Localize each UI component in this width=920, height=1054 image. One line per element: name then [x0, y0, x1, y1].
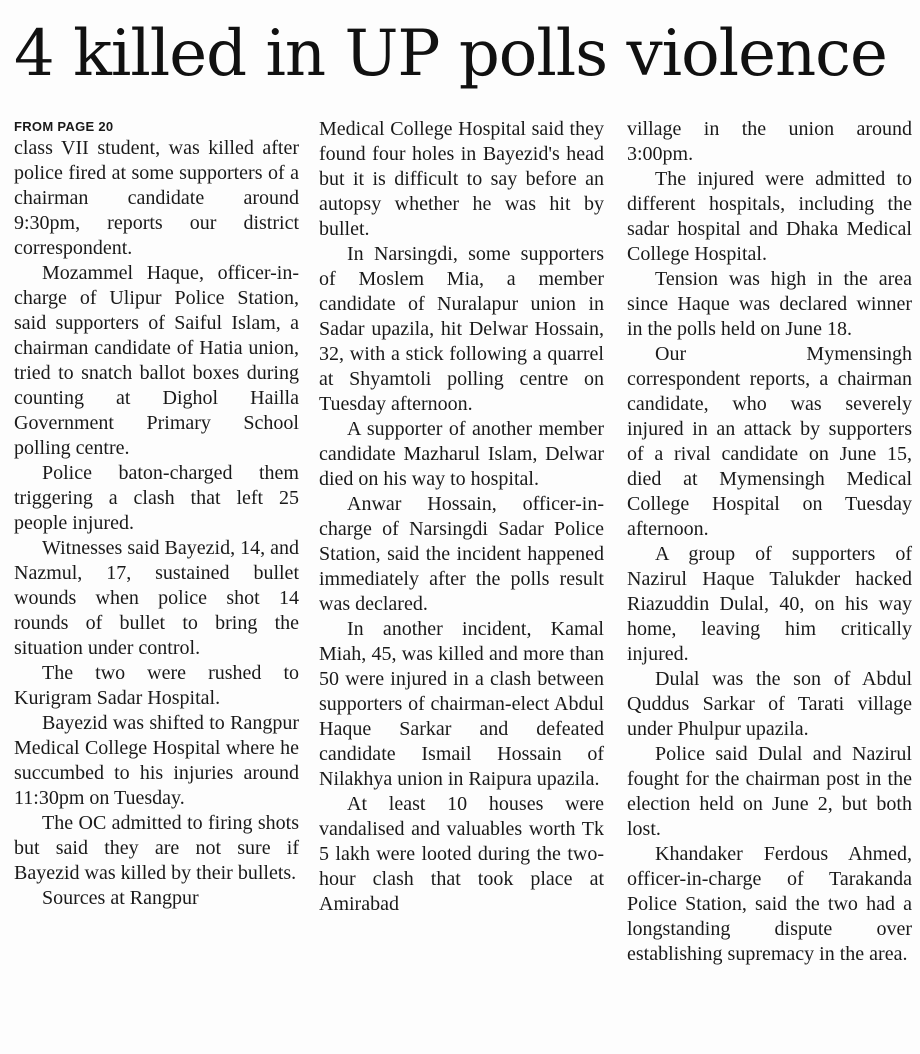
- paragraph: Medical College Hospital said they found four holes in Bayezid's head but it is difficult to say before an autopsy whether he was hit by bullet.: [319, 118, 604, 240]
- paragraph: Witnesses said Bayezid, 14, and Nazmul, 17, sustained bullet wounds when police shot 14 rounds of bullet to bring the situation under control.: [14, 537, 299, 659]
- paragraph: The injured were admitted to different hospitals, including the sadar hospital and Dhaka Medical College Hospital.: [627, 168, 912, 265]
- paragraph: In another incident, Kamal Miah, 45, was killed and more than 50 were injured in a clash between supporters of chairman-elect Abdul Haque Sarkar and defeated candidate Ismail Hossain of Nilakhya union in Raipura upazila.: [319, 618, 604, 790]
- article-column-2: [319, 117, 604, 917]
- paragraph: Police baton-charged them triggering a clash that left 25 people injured.: [14, 462, 299, 534]
- paragraph: class VII student, was killed after police fired at some supporters of a chairman candidate around 9:30pm, reports our district correspondent.: [14, 137, 299, 259]
- article-column-3: [627, 117, 912, 967]
- paragraph: Anwar Hossain, officer-in-charge of Narsingdi Sadar Police Station, said the incident happened immediately after the polls result was declared.: [319, 493, 604, 615]
- paragraph: Dulal was the son of Abdul Quddus Sarkar of Tarati village under Phulpur upazila.: [627, 668, 912, 740]
- paragraph: Khandaker Ferdous Ahmed, officer-in-charge of Tarakanda Police Station, said the two had a longstanding dispute over establishing supremacy in the area.: [627, 843, 912, 965]
- paragraph: Tension was high in the area since Haque was declared winner in the polls held on June 18.: [627, 268, 912, 340]
- paragraph: Mozammel Haque, officer-in-charge of Ulipur Police Station, said supporters of Saiful Islam, a chairman candidate of Hatia union, tried to snatch ballot boxes during counting at Dighol Hailla Government Primary School polling centre.: [14, 262, 299, 459]
- article-column-1: [14, 117, 299, 911]
- headline: 4 killed in UP polls violence: [14, 17, 887, 91]
- paragraph: The two were rushed to Kurigram Sadar Hospital.: [14, 662, 299, 709]
- paragraph: Our Mymensingh correspondent reports, a chairman candidate, who was severely injured in an attack by supporters of a rival candidate on June 15, died at Mymensingh Medical College Hospital on Tuesday afternoon.: [627, 343, 912, 540]
- paragraph: A supporter of another member candidate Mazharul Islam, Delwar died on his way to hospital.: [319, 418, 604, 490]
- paragraph: The OC admitted to firing shots but said they are not sure if Bayezid was killed by their bullets.: [14, 812, 299, 884]
- paragraph: Bayezid was shifted to Rangpur Medical College Hospital where he succumbed to his injuries around 11:30pm on Tuesday.: [14, 712, 299, 809]
- paragraph: A group of supporters of Nazirul Haque Talukder hacked Riazuddin Dulal, 40, on his way home, leaving him critically injured.: [627, 543, 912, 665]
- paragraph: In Narsingdi, some supporters of Moslem Mia, a member candidate of Nuralapur union in Sadar upazila, hit Delwar Hossain, 32, with a stick following a quarrel at Shyamtoli polling centre on Tuesday afternoon.: [319, 243, 604, 415]
- continuation-kicker: FROM PAGE 20: [14, 119, 114, 134]
- paragraph: village in the union around 3:00pm.: [627, 118, 912, 165]
- paragraph: At least 10 houses were vandalised and valuables worth Tk 5 lakh were looted during the two-hour clash that took place at Amirabad: [319, 793, 604, 915]
- paragraph: Police said Dulal and Nazirul fought for the chairman post in the election held on June 2, but both lost.: [627, 743, 912, 840]
- paragraph: Sources at Rangpur: [42, 887, 199, 909]
